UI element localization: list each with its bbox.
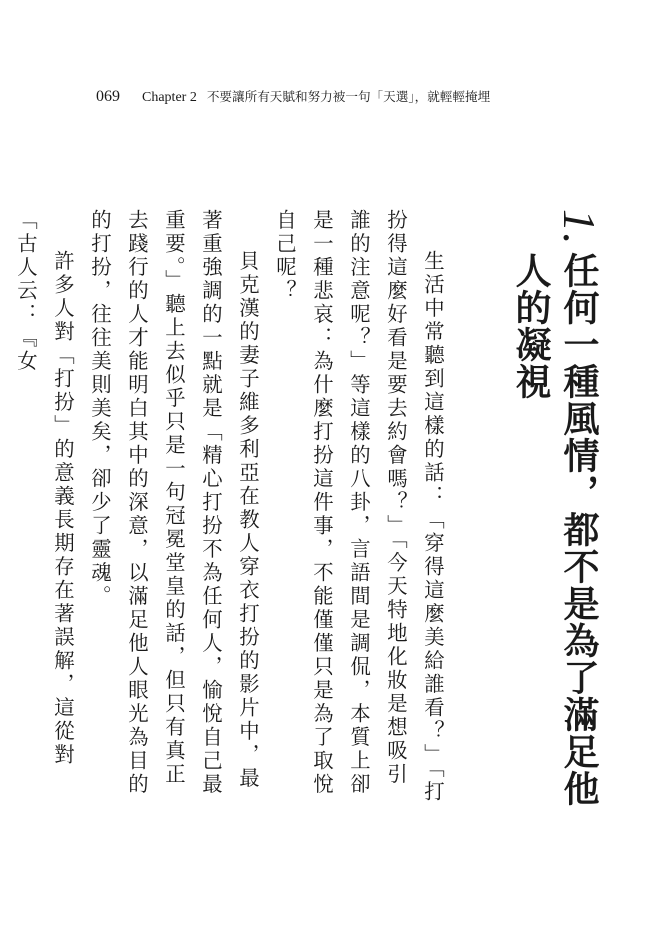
chapter-label: Chapter 2: [142, 90, 197, 105]
page-number: 069: [96, 88, 120, 105]
article-body: [7, 209, 603, 809]
section-number: 1.: [554, 209, 605, 246]
section-title: 任何一種風情，都不是為了滿足他人的凝視: [510, 251, 600, 807]
chapter-title: 不要讓所有天賦和努力被一句「天選」，就輕輕掩埋: [206, 89, 491, 104]
running-header: [96, 86, 603, 108]
body-text: [7, 209, 451, 809]
paragraph: 貝克漢的妻子維多利亞在教人穿衣打扮的影片中，最著重強調的一點就是「精心打扮不為任何人，愉悅自己最重要。」聽上去似乎只是一句冠冕堂皇的話，但只有真正去踐行的人才能明白其中的深意，以滿足他人眼光為目的的打扮，往往美則美矣，卻少了靈魂。: [88, 209, 260, 797]
section-heading: [507, 209, 603, 809]
paragraph: 許多人對「打扮」的意義長期存在著誤解，這從對「古人云：『女: [14, 209, 75, 767]
paragraph: 生活中常聽到這樣的話：「穿得這麼美給誰看？」「打扮得這麼好看是要去約會嗎？」「今天特地化妝是想吸引誰的注意呢？」等這樣的八卦，言語間是調侃，本質上卻是一種悲哀：為什麼打扮這件事，不能僅僅只是為了取悅自己呢？: [273, 209, 445, 804]
